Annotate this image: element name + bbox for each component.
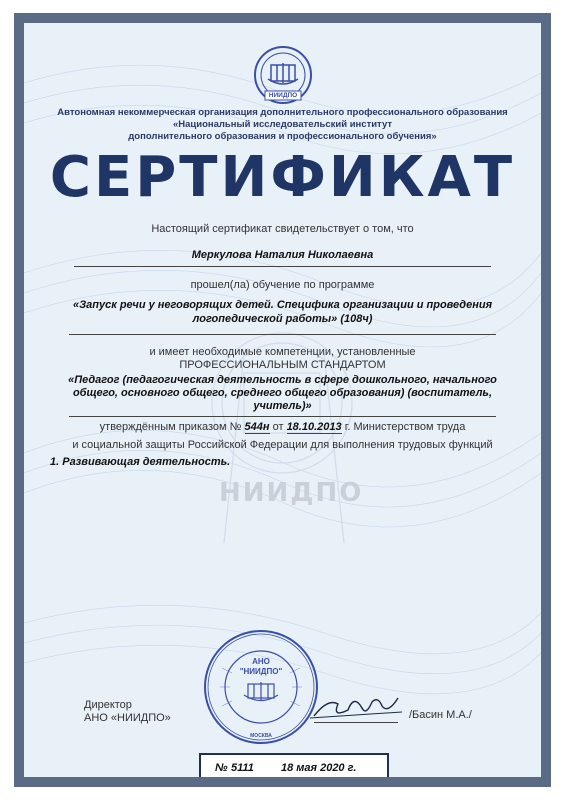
- stamp-bottom-text: МОСКВА: [250, 733, 272, 739]
- number-label: №: [215, 762, 228, 774]
- program-line-2: логопедической работы» (108ч): [192, 313, 373, 325]
- signature-line: [314, 722, 398, 723]
- org-name-line-3: дополнительного образования и профессионального обучения»: [128, 131, 437, 142]
- ministry-line: и социальной защиты Российской Федерации для выполнения трудовых функций: [72, 439, 493, 451]
- certificate-number: 5111: [231, 762, 254, 774]
- certificate-number-box: [199, 753, 389, 777]
- program-underline: [69, 334, 496, 335]
- order-prefix: утверждённым приказом №: [99, 421, 242, 433]
- order-line: [24, 421, 541, 433]
- order-date: 18.10.2013: [286, 421, 342, 433]
- standard-line-1: «Педагог (педагогическая деятельность в сфере дошкольного, начального: [68, 374, 497, 386]
- standard-line-3: учитель)»: [253, 400, 312, 412]
- stamp-center-line-1: АНО: [252, 657, 270, 666]
- order-suffix: г. Министерством труда: [344, 421, 466, 433]
- logo-caption: НИИДПО: [268, 92, 298, 99]
- outer-frame: [14, 13, 551, 787]
- signer-name: /Басин М.А./: [409, 709, 472, 721]
- org-name-line-1: Автономная некоммерческая организация дополнительного профессионального образования: [57, 107, 508, 118]
- director-role-line-1: Директор: [84, 699, 132, 711]
- labor-function-1: 1. Развивающая деятельность.: [50, 456, 231, 468]
- order-number: 544н: [244, 421, 270, 433]
- completed-text: прошел(ла) обучение по программе: [190, 279, 375, 291]
- certificate-sheet: [24, 23, 541, 777]
- competencies-line-2: ПРОФЕССИОНАЛЬНЫМ СТАНДАРТОМ: [179, 359, 386, 371]
- watermark-text: НИИДПО: [219, 478, 364, 508]
- certifies-text: Настоящий сертификат свидетельствует о том, что: [151, 223, 414, 235]
- competencies-line-1: и имеет необходимые компетенции, установленные: [149, 346, 416, 358]
- order-from: от: [272, 421, 284, 433]
- issue-date: 18 мая 2020 г.: [281, 762, 357, 774]
- person-name: Меркулова Наталия Николаевна: [191, 249, 374, 261]
- director-signature: [308, 690, 404, 724]
- standard-underline: [69, 416, 496, 417]
- director-role-line-2: АНО «НИИДПО»: [84, 712, 171, 724]
- standard-line-2: общего, основного общего, среднего общего образования) (воспитатель,: [72, 387, 493, 399]
- stamp-center-line-2: "НИИДПО": [239, 667, 283, 676]
- official-stamp: [202, 628, 320, 746]
- name-underline: [74, 266, 491, 267]
- org-name-line-2: «Национальный исследовательский институт: [172, 119, 393, 130]
- program-line-1: «Запуск речи у неговорящих детей. Специфика организации и проведения: [72, 299, 493, 311]
- certificate-title: СЕРТИФИКАТ: [49, 145, 516, 210]
